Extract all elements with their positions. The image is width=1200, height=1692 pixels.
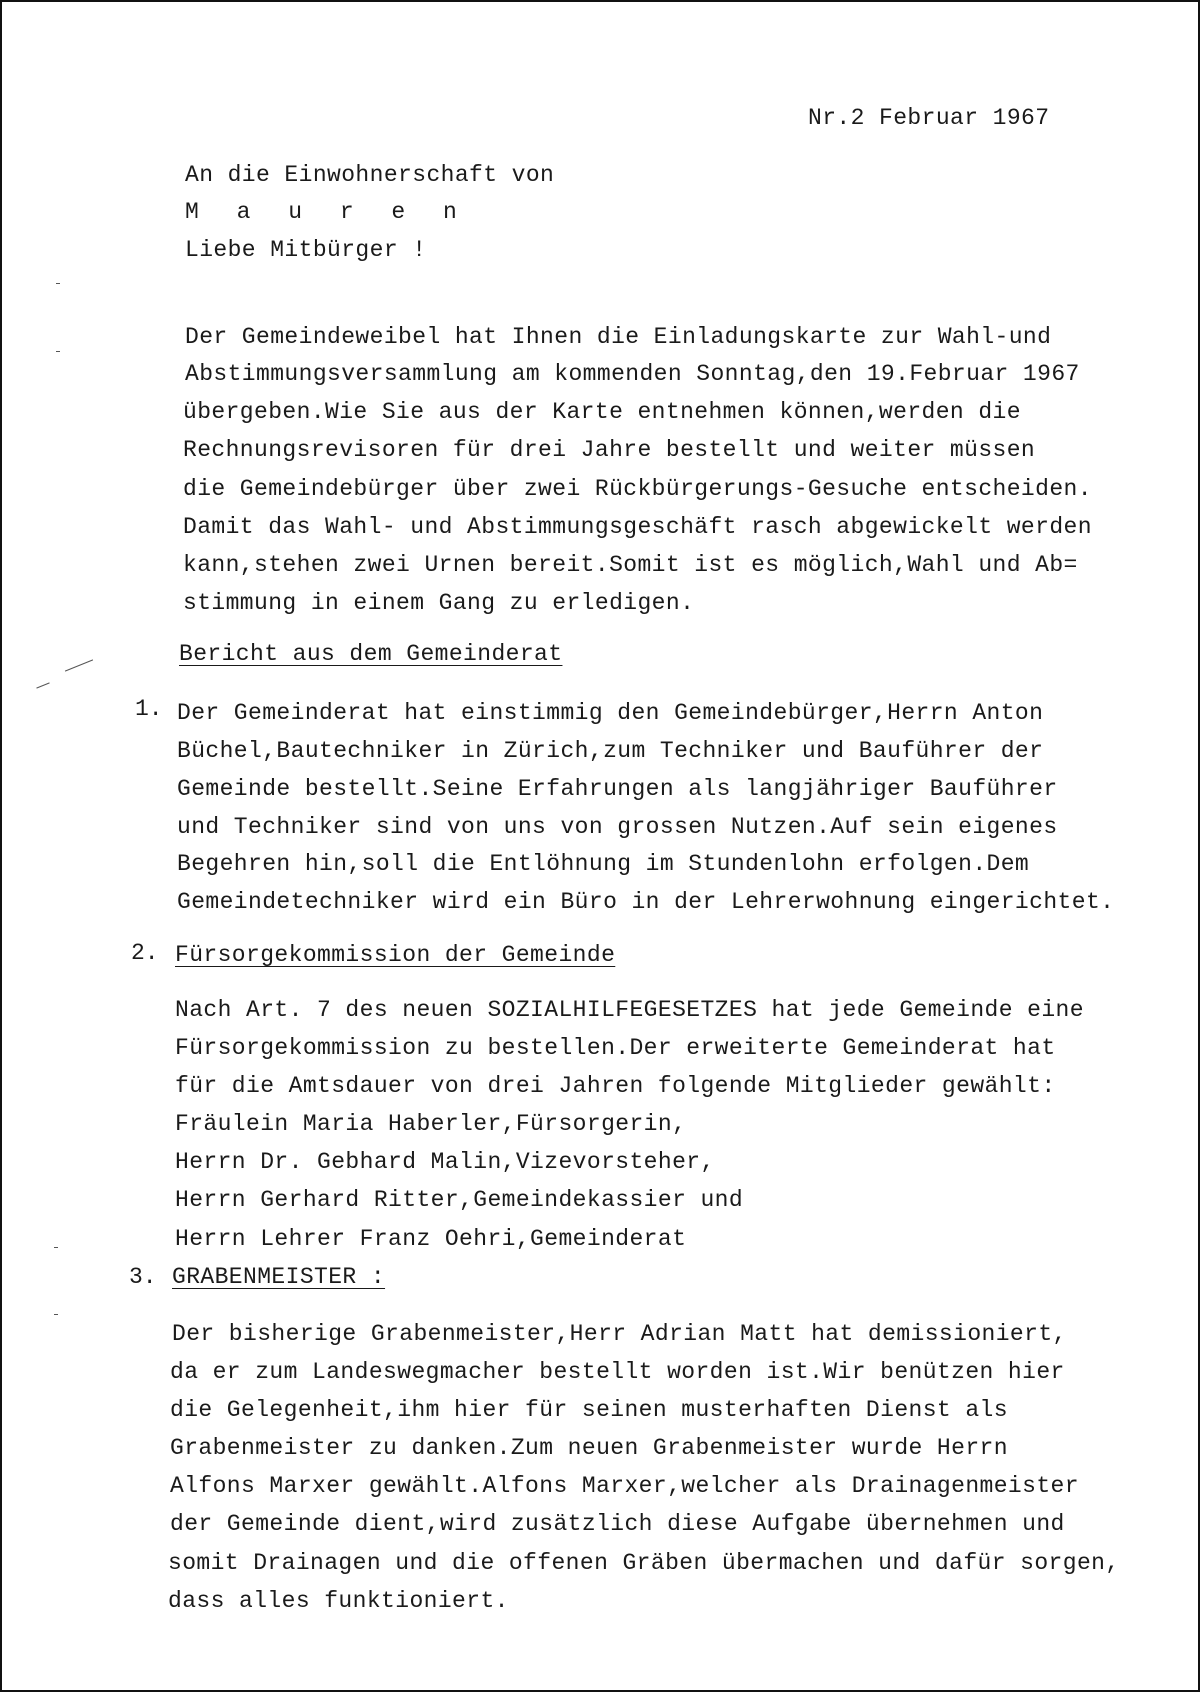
village-name: M a u r e n [185,199,469,225]
item-title: Fürsorgekommission der Gemeinde [175,942,616,968]
item-line: Der bisherige Grabenmeister,Herr Adrian Matt hat demissioniert, [172,1321,1067,1347]
item-line: und Techniker sind von uns von grossen Nutzen.Auf sein eigenes [177,814,1058,840]
scan-speck [54,1247,58,1248]
salutation: Liebe Mitbürger ! [185,237,427,263]
intro-line: stimmung in einem Gang zu erledigen. [183,590,695,616]
item-line: Begehren hin,soll die Entlöhnung im Stundenlohn erfolgen.Dem [177,851,1030,877]
item-line: Der Gemeinderat hat einstimmig den Gemeindebürger,Herrn Anton [177,700,1044,726]
item-line: Nach Art. 7 des neuen SOZIALHILFEGESETZES hat jede Gemeinde eine [175,997,1084,1023]
item-line: der Gemeinde dient,wird zusätzlich diese Aufgabe übernehmen und [170,1511,1065,1537]
item-line: Grabenmeister zu danken.Zum neuen Grabenmeister wurde Herrn [170,1435,1008,1461]
item-line: Herrn Dr. Gebhard Malin,Vizevorsteher, [175,1149,715,1175]
intro-line: übergeben.Wie Sie aus der Karte entnehmen können,werden die [183,399,1021,425]
recipient-line: An die Einwohnerschaft von [185,162,555,188]
item-line: Herrn Gerhard Ritter,Gemeindekassier und [175,1187,744,1213]
item-line: Fräulein Maria Haberler,Fürsorgerin, [175,1111,687,1137]
item-line: Gemeinde bestellt.Seine Erfahrungen als langjähriger Bauführer [177,776,1058,802]
scan-speck [56,283,60,284]
item-line: die Gelegenheit,ihm hier für seinen musterhaften Dienst als [170,1397,1008,1423]
intro-line: die Gemeindebürger über zwei Rückbürgerungs-Gesuche entscheiden. [183,476,1092,502]
intro-line: Damit das Wahl- und Abstimmungsgeschäft rasch abgewickelt werden [183,514,1092,540]
scan-speck [65,659,93,671]
item-line: da er zum Landeswegmacher bestellt worden ist.Wir benützen hier [170,1359,1065,1385]
item-number: 1. [135,696,163,722]
item-line: Alfons Marxer gewählt.Alfons Marxer,welcher als Drainagenmeister [170,1473,1079,1499]
item-line: Büchel,Bautechniker in Zürich,zum Techniker und Bauführer der [177,738,1044,764]
intro-line: Rechnungsrevisoren für drei Jahre bestellt und weiter müssen [183,437,1036,463]
item-line: Fürsorgekommission zu bestellen.Der erweiterte Gemeinderat hat [175,1035,1056,1061]
intro-line: kann,stehen zwei Urnen bereit.Somit ist es möglich,Wahl und Ab= [183,552,1078,578]
item-line: somit Drainagen und die offenen Gräben übermachen und dafür sorgen, [168,1550,1120,1576]
report-heading: Bericht aus dem Gemeinderat [179,641,563,667]
item-number: 3. [129,1264,157,1290]
scan-speck [56,351,60,352]
item-line: dass alles funktioniert. [168,1588,509,1614]
item-number: 2. [131,940,159,966]
item-line: Gemeindetechniker wird ein Büro in der Lehrerwohnung eingerichtet. [177,889,1115,915]
scan-speck [54,1314,58,1315]
issue-date: Nr.2 Februar 1967 [808,105,1050,131]
item-line: für die Amtsdauer von drei Jahren folgende Mitglieder gewählt: [175,1073,1056,1099]
item-line: Herrn Lehrer Franz Oehri,Gemeinderat [175,1226,687,1252]
item-title: GRABENMEISTER : [172,1264,386,1290]
intro-line: Der Gemeindeweibel hat Ihnen die Einladungskarte zur Wahl-und [185,324,1052,350]
scan-speck [36,682,49,688]
intro-line: Abstimmungsversammlung am kommenden Sonntag,den 19.Februar 1967 [185,361,1080,387]
